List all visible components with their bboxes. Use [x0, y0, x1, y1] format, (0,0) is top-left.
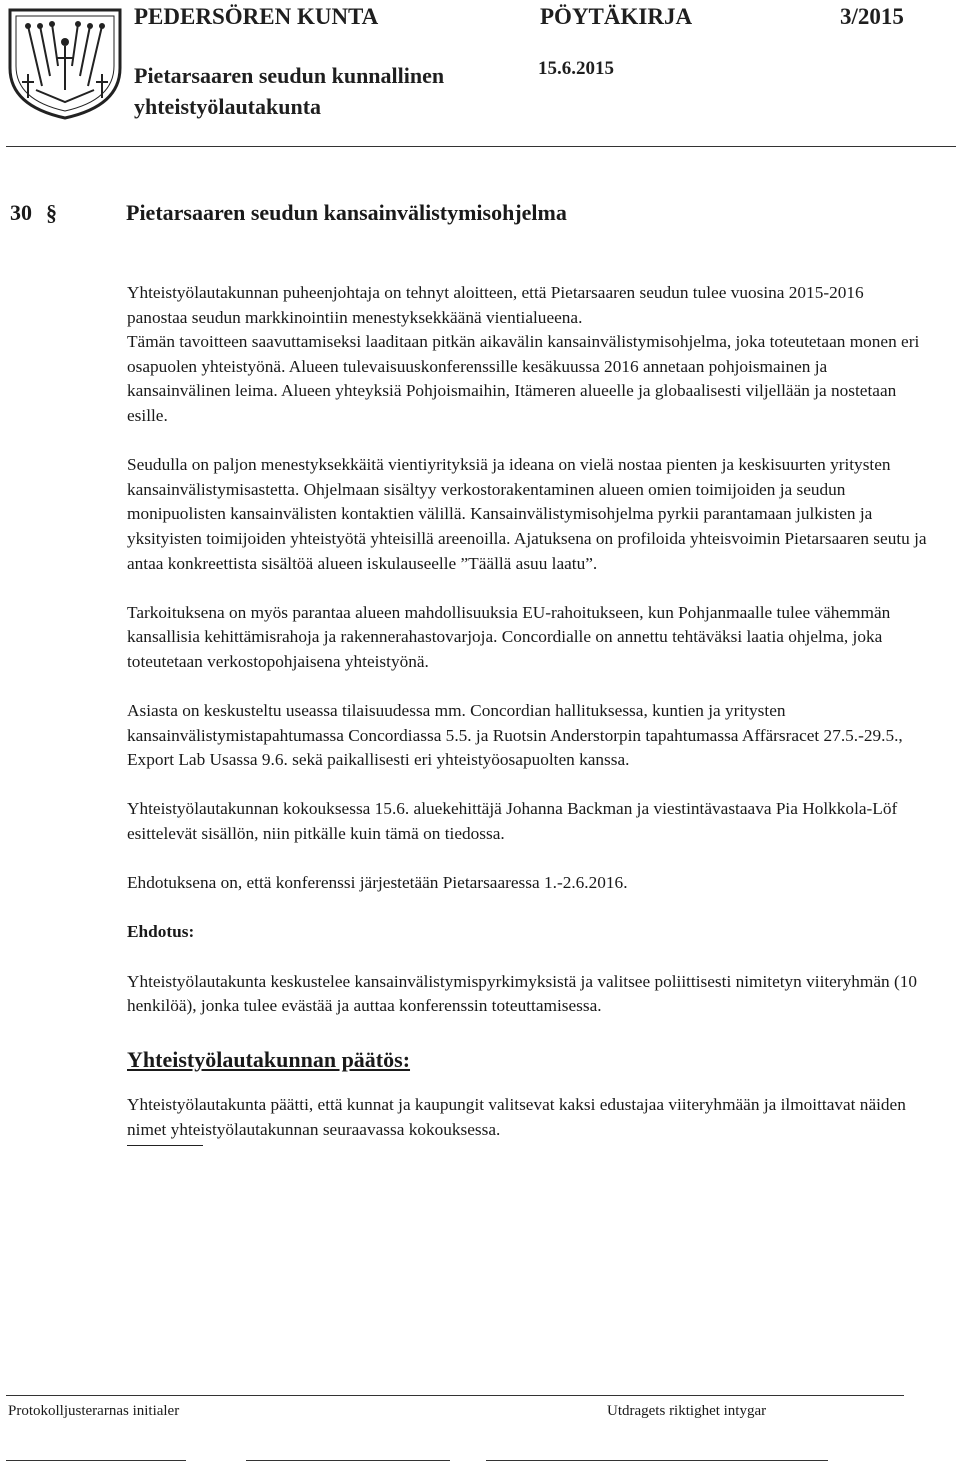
document-body: [127, 281, 927, 1146]
committee-name-line1: Pietarsaaren seudun kunnallinen: [134, 63, 445, 88]
header-divider: [6, 146, 956, 147]
meeting-date: 15.6.2015: [538, 58, 614, 79]
committee-name: [134, 60, 444, 122]
proposal-text: Yhteistyölautakunta keskustelee kansainvälistymispyrkimyksistä ja valitsee poliittisesti nimitetyn viiteryhmän (10 henkilöä), jonka tulee evästää ja auttaa konferenssin toteuttamisessa.: [127, 971, 918, 1016]
decision-heading: Yhteistyölautakunnan päätös:: [127, 1047, 411, 1073]
decision-text: Yhteistyölautakunta päätti, että kunnat ja kaupungit valitsevat kaksi edustajaa viiteryhmään ja ilmoittavat näiden nimet yhteistyölautakunnan seuraavassa kokouksessa.: [127, 1095, 906, 1139]
document-number: 3/2015: [840, 4, 904, 29]
paragraph: Yhteistyölautakunnan puheenjohtaja on tehnyt aloitteen, että Pietarsaaren seudun tulee vuosina 2015-2016 panostaa seudun markkinointiin menestyksekkäänä vientialueena.: [127, 283, 864, 327]
signature-line: [246, 1460, 450, 1461]
paragraph: Ehdotuksena on, että konferenssi järjestetään Pietarsaaressa 1.-2.6.2016.: [127, 873, 628, 893]
section-heading: [10, 200, 567, 226]
document-type: PÖYTÄKIRJA: [540, 4, 693, 29]
section-symbol: §: [46, 200, 57, 225]
footer-divider: [6, 1395, 904, 1396]
paragraph: Tarkoituksena on myös parantaa alueen mahdollisuuksia EU-rahoitukseen, kun Pohjanmaalle tulee vähemmän kansallisia kehittämisrahoja ja rakennerahastovarjoja. Concordialle on annettu tehtäväksi laatia ohjelma, joka toteutetaan verkostopohjaisena yhteistyönä.: [127, 602, 891, 671]
signature-line: [6, 1460, 186, 1461]
footer-certification-label: Utdragets riktighet intygar: [607, 1403, 767, 1419]
paragraph: Tämän tavoitteen saavuttamiseksi laaditaan pitkän aikavälin kansainvälistymisohjelma, joka toteutetaan monen eri osapuolen yhteistyönä. Alueen tulevaisuuskonferenssille kesäkuussa 2016 annetaan pohjoismainen ja kansainvälinen leima. Alueen yhteyksiä Pohjoismaihin, Itämeren alueelle ja globaalisesti viljellään ja nostetaan esille.: [127, 332, 920, 425]
proposal-heading: Ehdotus:: [127, 922, 195, 942]
paragraph: Yhteistyölautakunnan kokouksessa 15.6. aluekehittäjä Johanna Backman ja viestintävastaava Pia Holkkola-Löf esittelevät sisällön, niin pitkälle kuin tämä on tiedossa.: [127, 799, 898, 844]
municipal-coat-of-arms-icon: [6, 6, 124, 122]
section-number: 30: [10, 200, 32, 225]
paragraph: Asiasta on keskusteltu useassa tilaisuudessa mm. Concordian hallituksessa, kuntien ja yritysten kansainvälistymistapahtumassa Concordiassa 5.5. ja Ruotsin Anderstorpin tapahtumassa Affärsracet 27.5.-29.5., Export Lab Usassa 9.6. sekä paikallisesti eri yhteistyöosapuolten kanssa.: [127, 701, 903, 770]
section-title: Pietarsaaren seudun kansainvälistymisohjelma: [126, 200, 567, 225]
signature-line: [486, 1460, 828, 1461]
paragraph: Seudulla on paljon menestyksekkäitä vientiyrityksiä ja ideana on vielä nostaa pienten ja keskisuurten yritysten kansainvälistymisastetta. Ohjelmaan sisältyy verkostorakentaminen alueen omien toimijoiden ja seudun monipuolisten kansainvälisten kontaktien välillä. Kansainvälistymisohjelma pyrkii parantamaan julkisten ja yksityisten toimijoiden yhteistyötä yhteisillä areenoilla. Ajatuksena on profiloida yhteisvoimin Pietarsaaren seutu ja antaa konkreettista sisältöä alueen iskulauseelle ”Täällä asuu laatu”.: [127, 455, 927, 573]
footer-initials-label: Protokolljusterarnas initialer: [8, 1403, 180, 1419]
end-mark-line: [127, 1145, 203, 1146]
committee-name-line2: yhteistyölautakunta: [134, 94, 322, 119]
organization-name: PEDERSÖREN KUNTA: [134, 4, 379, 29]
